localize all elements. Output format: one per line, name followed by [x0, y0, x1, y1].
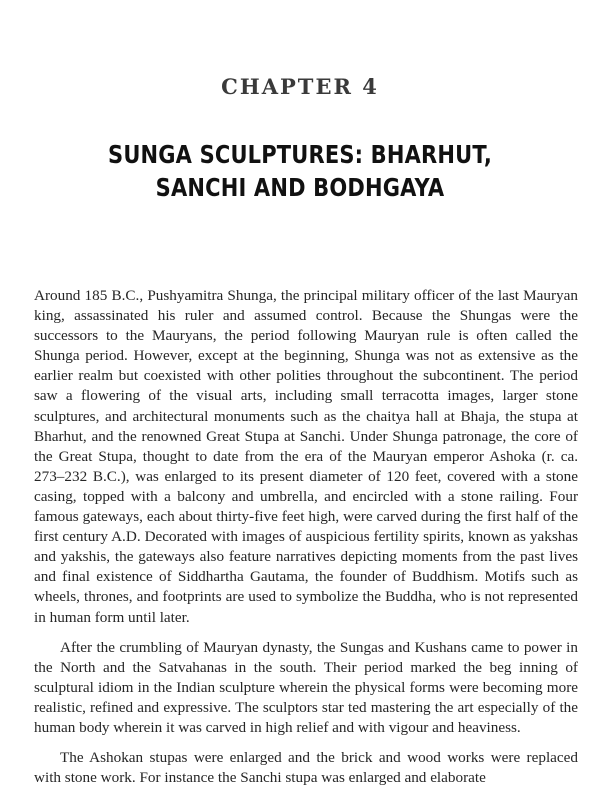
paragraph-3: The Ashokan stupas were enlarged and the brick and wood works were replaced with stone work. For instance the Sanchi stupa was enlarged and elaborate: [34, 749, 578, 787]
paragraph-1: Around 185 B.C., Pushyamitra Shunga, the principal military officer of the last Mauryan king, assassinated his ruler and assumed control. Because the Shungas were the successors to the Mauryans, the period following Mauryan rule is often called the Shunga period. However, except at the beginning, Shunga was not as extensive as the earlier realm but coexisted with other polities throughout the subcontinent. The period saw a flowering of the visual arts, including small terracotta images, larger stone sculptures, and architectural monuments such as the chaitya hall at Bhaja, the stupa at Bharhut, and the renowned Great Stupa at Sanchi. Under Shunga patronage, the core of the Great Stupa, thought to date from the era of the Mauryan emperor Ashoka (r. ca. 273–232 B.C.), was enlarged to its present diameter of 120 feet, covered with a stone casing, topped with a balcony and umbrella, and encircled with a stone railing. Four famous gateways, each about thirty-five feet high, were carved during the first half of the first century A.D. Decorated with images of auspicious fertility spirits, known as yakshas and yakshis, the gateways also feature narratives depicting moments from the past lives and final existence of Siddhartha Gautama, the founder of Buddhism. Motifs such as wheels, thrones, and footprints are used to symbolize the Buddha, who is not represented in human form until later.: [34, 287, 578, 626]
chapter-label: CHAPTER 4: [221, 74, 379, 99]
chapter-title: SUNGA SCULPTURES: BHARHUT, SANCHI AND BODHGAYA: [108, 140, 492, 202]
paragraph-2: After the crumbling of Mauryan dynasty, the Sungas and Kushans came to power in the North and the Satvahanas in the south. Their period marked the beg inning of sculptural idiom in the Indian sculpture wherein the physical forms were becoming more realistic, refined and expressive. The sculptors star ted mastering the art especially of the human body wherein it was carved in high relief and with vigour and heaviness.: [34, 638, 578, 736]
body-text: [34, 286, 578, 798]
